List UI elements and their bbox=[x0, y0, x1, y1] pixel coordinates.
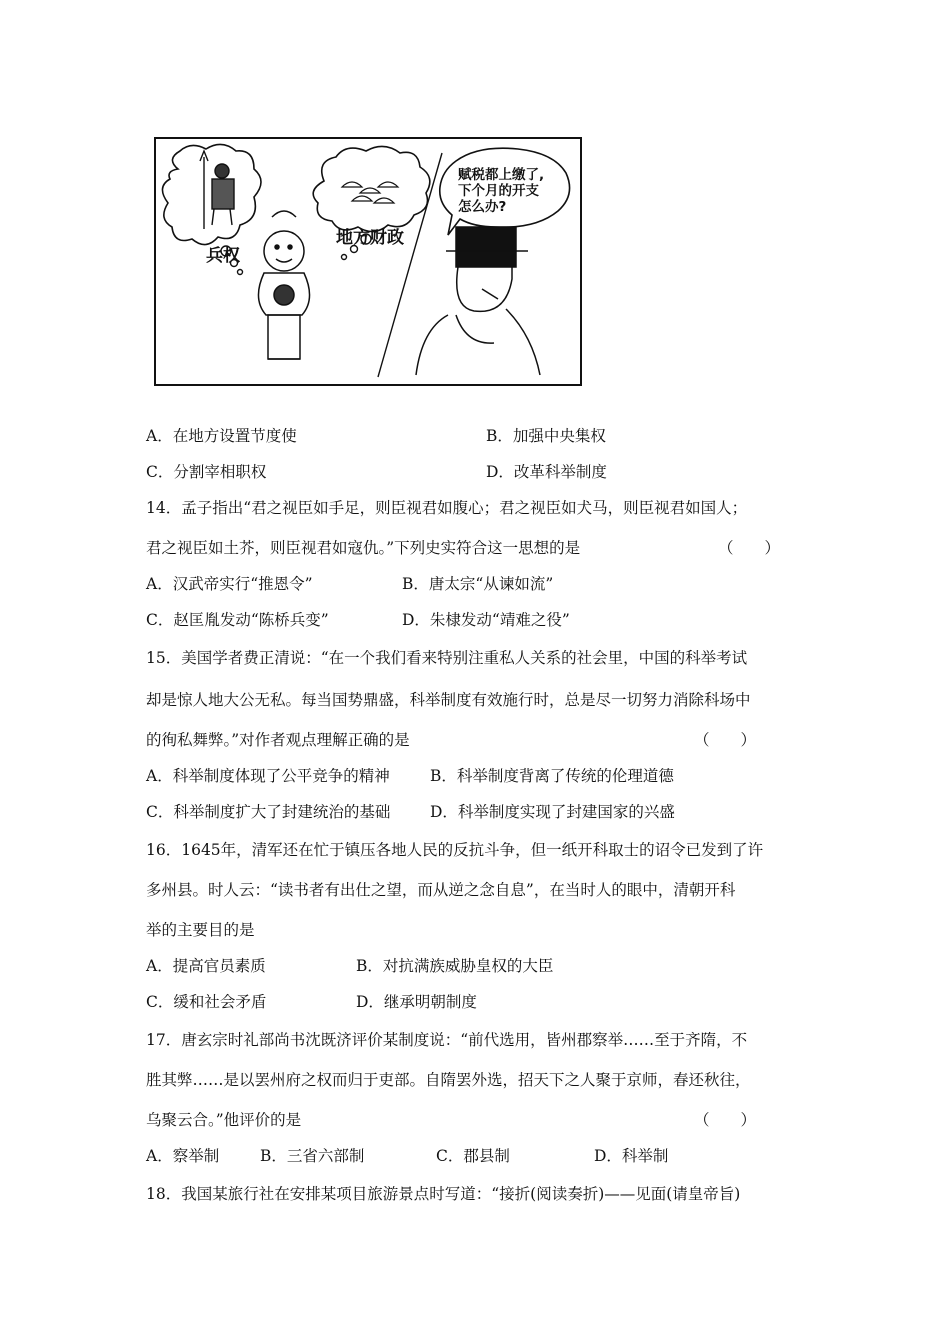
q15-option-c: C．科举制度扩大了封建统治的基础 bbox=[146, 803, 391, 821]
cartoon-speech-line-2: 下个月的开支 bbox=[458, 183, 539, 199]
q15-option-d: D．科举制度实现了封建国家的兴盛 bbox=[430, 803, 675, 821]
q13-option-b: B．加强中央集权 bbox=[486, 427, 606, 445]
q17-option-b: B．三省六部制 bbox=[260, 1147, 365, 1165]
official-figure bbox=[416, 227, 540, 375]
q17-option-a: A．察举制 bbox=[146, 1147, 220, 1165]
q13-option-c: C．分割宰相职权 bbox=[146, 463, 267, 481]
q16-option-c: C．缓和社会矛盾 bbox=[146, 993, 267, 1011]
q17-option-c: C．郡县制 bbox=[436, 1147, 510, 1165]
q15-option-a: A．科举制度体现了公平竞争的精神 bbox=[146, 767, 390, 785]
q15-stem-line-2: 却是惊人地大公无私。每当国势鼎盛，科举制度有效施行时，总是尽一切努力消除科场中 bbox=[146, 691, 751, 709]
q14-option-a: A．汉武帝实行“推恩令” bbox=[146, 575, 313, 593]
cartoon-speech-line-3: 怎么办? bbox=[458, 199, 507, 215]
q17-stem-line-1: 17．唐玄宗时礼部尚书沈既济评价某制度说：“前代选用，皆州郡察举……至于齐隋，不 bbox=[146, 1031, 748, 1049]
q16-stem-line-2: 多州县。时人云：“读书者有出仕之望，而从逆之念自息”，在当时人的眼中，清朝开科 bbox=[146, 881, 736, 899]
q16-stem-line-1: 16．1645年，清军还在忙于镇压各地人民的反抗斗争，但一纸开科取士的诏令已发到了许 bbox=[146, 841, 764, 859]
q18-stem-line-1: 18．我国某旅行社在安排某项目旅游景点时写道：“接折(阅读奏折)——见面(请皇帝旨) bbox=[146, 1185, 741, 1203]
q15-option-b: B．科举制度背离了传统的伦理道德 bbox=[430, 767, 674, 785]
q16-option-b: B．对抗满族威胁皇权的大臣 bbox=[356, 957, 554, 975]
q14-answer-blank: （ ） bbox=[718, 539, 781, 557]
q14-option-c: C．赵匡胤发动“陈桥兵变” bbox=[146, 611, 329, 629]
soldier-figure bbox=[200, 151, 234, 229]
cartoon-label-finance: 地方财政 bbox=[336, 228, 404, 248]
q14-option-b: B．唐太宗“从谏如流” bbox=[402, 575, 554, 593]
q13-option-a: A．在地方设置节度使 bbox=[146, 427, 297, 445]
q16-option-d: D．继承明朝制度 bbox=[356, 993, 477, 1011]
q15-stem-line-3: 的徇私舞弊。”对作者观点理解正确的是 bbox=[146, 731, 410, 749]
q17-option-d: D．科举制 bbox=[594, 1147, 669, 1165]
q14-stem-line-2: 君之视臣如土芥，则臣视君如寇仇。”下列史实符合这一思想的是 bbox=[146, 539, 581, 557]
q13-option-d: D．改革科举制度 bbox=[486, 463, 607, 481]
cartoon-label-military: 兵权 bbox=[206, 246, 240, 266]
history-cartoon bbox=[154, 137, 582, 386]
emperor-figure bbox=[258, 211, 309, 359]
q17-stem-line-3: 乌聚云合。”他评价的是 bbox=[146, 1111, 302, 1129]
q17-answer-blank: （ ） bbox=[694, 1111, 757, 1129]
q15-stem-line-1: 15．美国学者费正清说：“在一个我们看来特别注重私人关系的社会里，中国的科举考试 bbox=[146, 649, 748, 667]
q16-option-a: A．提高官员素质 bbox=[146, 957, 266, 975]
q14-stem-line-1: 14．孟子指出“君之视臣如手足，则臣视君如腹心；君之视臣如犬马，则臣视君如国人； bbox=[146, 499, 748, 517]
ingots-icon bbox=[342, 182, 398, 203]
q16-stem-line-3: 举的主要目的是 bbox=[146, 921, 255, 939]
q15-answer-blank: （ ） bbox=[694, 731, 757, 749]
q17-stem-line-2: 胜其弊……是以罢州府之权而归于吏部。自隋罢外选，招天下之人聚于京师，春还秋往， bbox=[146, 1071, 751, 1089]
cartoon-speech-line-1: 赋税都上缴了, bbox=[458, 167, 545, 183]
q14-option-d: D．朱棣发动“靖难之役” bbox=[402, 611, 570, 629]
